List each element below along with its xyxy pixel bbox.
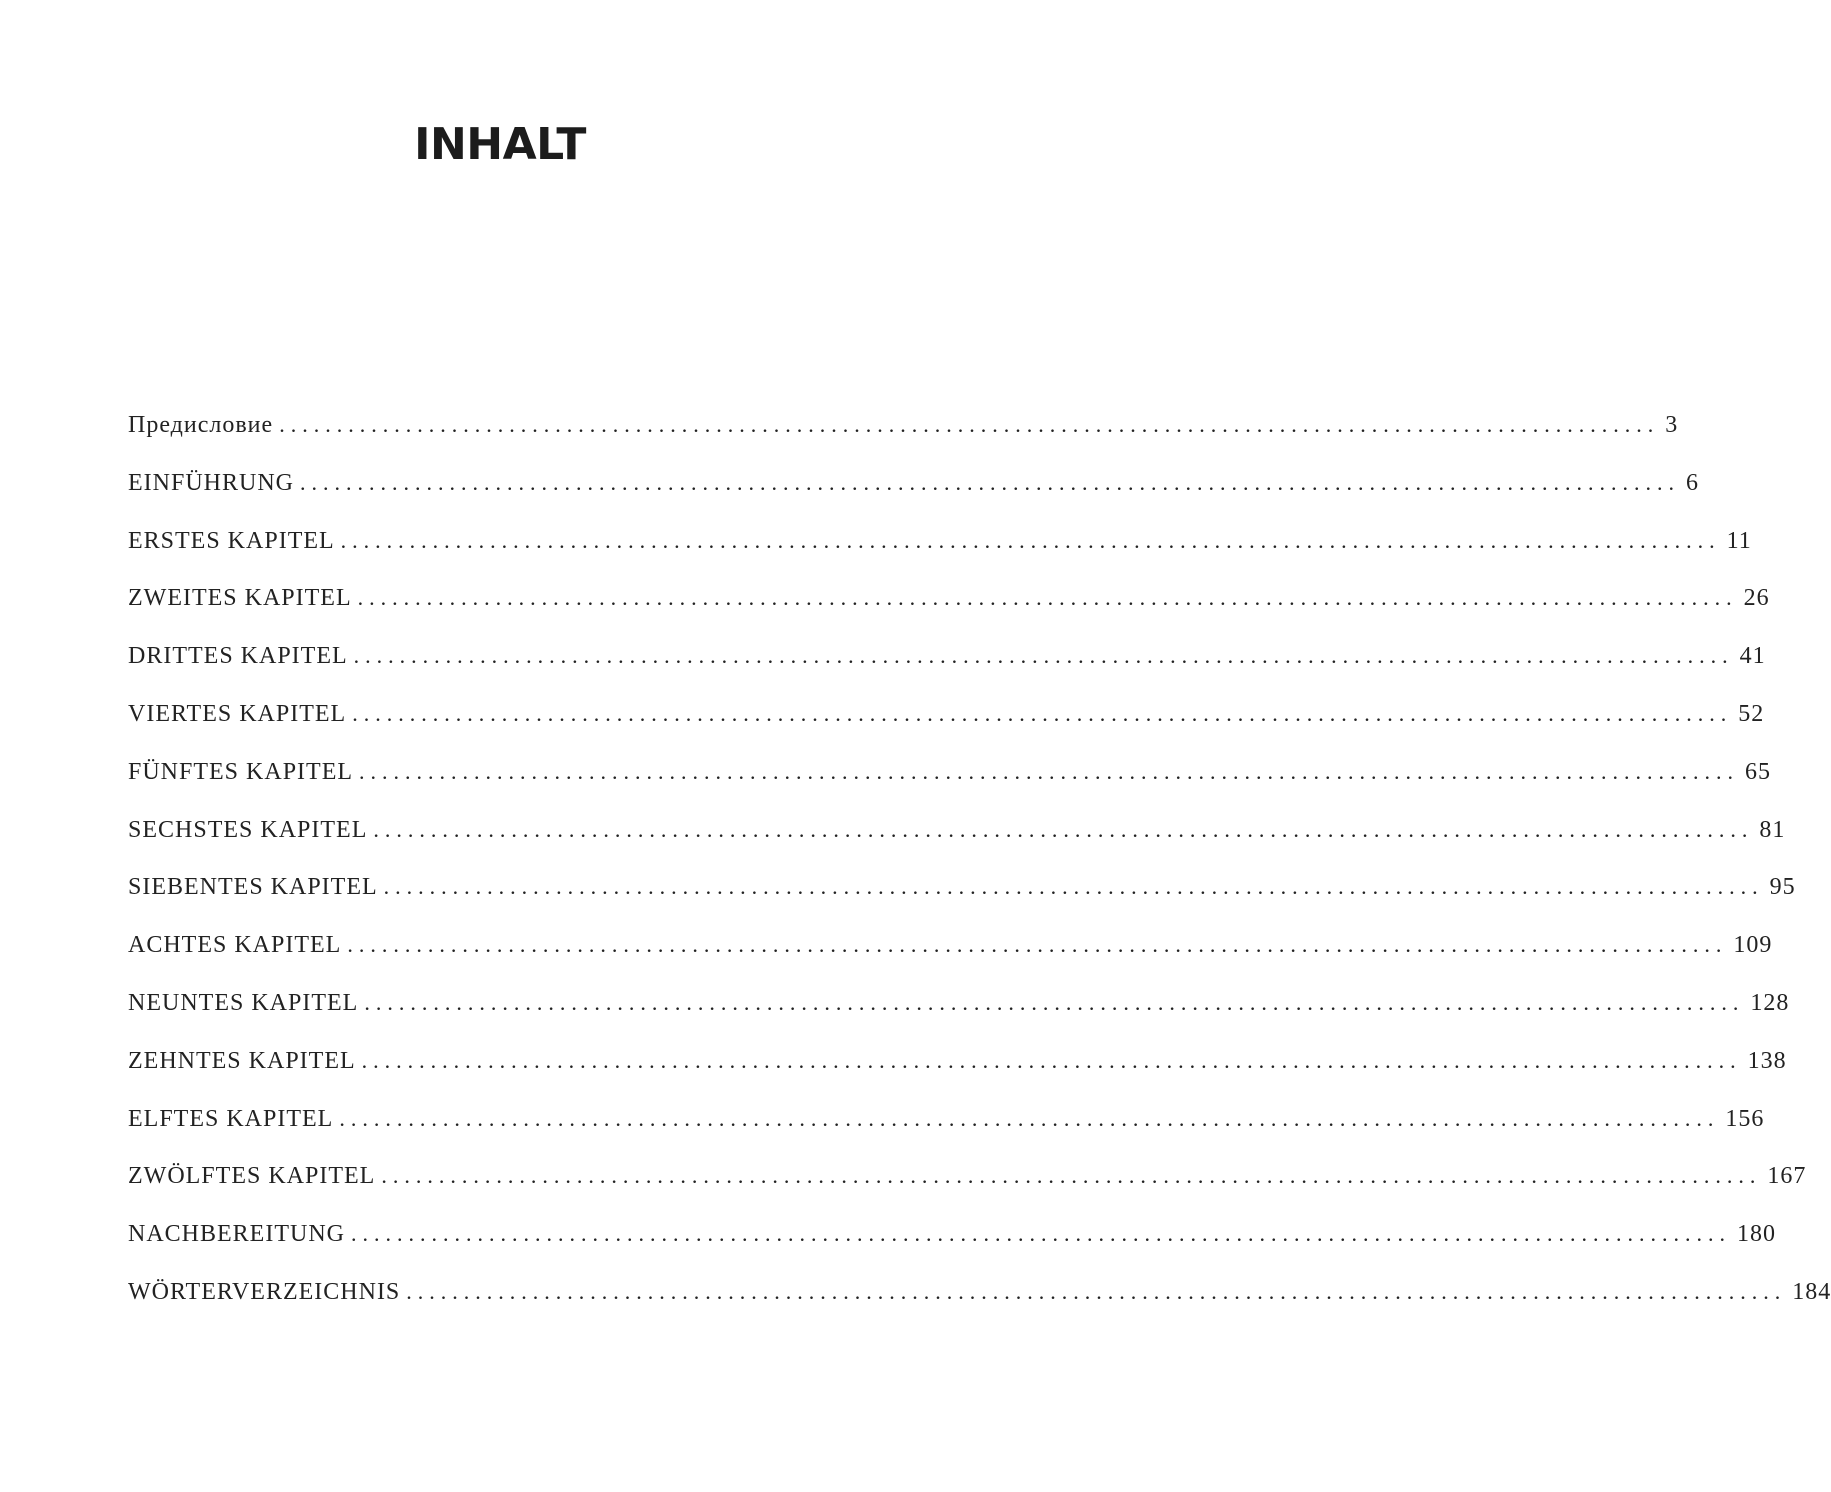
toc-entry-chapter-6[interactable] — [128, 805, 1786, 863]
toc-entry-chapter-7[interactable] — [128, 862, 1796, 920]
dot-leader: ........................................................................................................................ — [279, 412, 1660, 437]
toc-entry-foreword[interactable] — [128, 400, 1679, 458]
toc-entry-chapter-2[interactable] — [128, 573, 1770, 631]
toc-entry-label: ZEHNTES KAPITEL — [128, 1047, 356, 1074]
toc-entry-label: ELFTES KAPITEL — [128, 1105, 334, 1132]
toc-entry-page: 3 — [1665, 412, 1679, 438]
dot-leader: ........................................................................................................................ — [352, 700, 1733, 726]
toc-entry-page: 52 — [1738, 700, 1765, 727]
toc-entry-chapter-4[interactable] — [128, 689, 1765, 747]
toc-entry-chapter-11[interactable] — [128, 1094, 1765, 1152]
dot-leader: ........................................................................................................................ — [351, 1221, 1731, 1247]
dot-leader: ........................................................................................................................ — [357, 585, 1738, 611]
toc-entry-chapter-10[interactable] — [128, 1036, 1787, 1094]
dot-leader: ........................................................................................................................ — [359, 758, 1740, 784]
toc-entry-page: 65 — [1745, 758, 1772, 785]
toc-entry-chapter-1[interactable] — [128, 516, 1752, 574]
toc-entry-label: SIEBENTES KAPITEL — [128, 874, 378, 901]
toc-entry-chapter-5[interactable] — [128, 747, 1772, 805]
toc-entry-chapter-9[interactable] — [128, 978, 1790, 1036]
toc-entry-label: ACHTES KAPITEL — [128, 932, 342, 959]
toc-entry-page: 109 — [1733, 932, 1773, 959]
toc-entry-page: 11 — [1726, 527, 1752, 554]
toc-entry-chapter-8[interactable] — [128, 920, 1773, 978]
toc-entry-page: 81 — [1759, 816, 1786, 843]
page-title: INHALT — [414, 119, 586, 171]
toc-entry-page: 41 — [1739, 643, 1766, 670]
dot-leader: ........................................................................................................................ — [340, 527, 1721, 553]
dot-leader: ........................................................................................................................ — [339, 1105, 1720, 1131]
toc-entry-introduction[interactable] — [128, 458, 1699, 516]
dot-leader: ........................................................................................................................ — [383, 874, 1764, 900]
toc-entry-label: DRITTES KAPITEL — [128, 643, 348, 670]
dot-leader: ........................................................................................................................ — [347, 932, 1728, 958]
dot-leader: ........................................................................................................................ — [300, 469, 1680, 495]
toc-entry-page: 26 — [1743, 585, 1770, 612]
toc-entry-page: 167 — [1767, 1163, 1807, 1190]
toc-entry-label: NACHBEREITUNG — [128, 1221, 345, 1248]
table-of-contents — [128, 400, 1831, 1325]
toc-entry-label: FÜNFTES KAPITEL — [128, 758, 354, 785]
toc-entry-page: 156 — [1725, 1105, 1765, 1132]
toc-entry-page: 95 — [1769, 874, 1796, 901]
toc-entry-label: ZWÖLFTES KAPITEL — [128, 1163, 376, 1190]
dot-leader: ........................................................................................................................ — [361, 1047, 1742, 1073]
dot-leader: ........................................................................................................................ — [406, 1278, 1787, 1304]
toc-entry-page: 184 — [1792, 1278, 1831, 1305]
dot-leader: ........................................................................................................................ — [381, 1163, 1762, 1189]
toc-entry-chapter-3[interactable] — [128, 631, 1766, 689]
toc-entry-page: 6 — [1686, 469, 1699, 496]
toc-entry-label: EINFÜHRUNG — [128, 469, 294, 496]
toc-entry-label: ZWEITES KAPITEL — [128, 585, 352, 612]
toc-entry-page: 138 — [1747, 1047, 1787, 1074]
toc-entry-label: NEUNTES KAPITEL — [128, 989, 359, 1016]
toc-entry-label: WÖRTERVERZEICHNIS — [128, 1278, 401, 1305]
toc-entry-page: 128 — [1750, 989, 1790, 1016]
toc-entry-label: ERSTES KAPITEL — [128, 527, 335, 554]
toc-entry-chapter-12[interactable] — [128, 1151, 1807, 1209]
toc-entry-page: 180 — [1737, 1221, 1776, 1248]
toc-entry-glossary[interactable] — [128, 1267, 1831, 1325]
toc-entry-label: SECHSTES KAPITEL — [128, 816, 368, 843]
dot-leader: ........................................................................................................................ — [353, 643, 1734, 669]
toc-entry-label: Предисловие — [128, 412, 274, 438]
dot-leader: ........................................................................................................................ — [364, 989, 1745, 1015]
dot-leader: ........................................................................................................................ — [373, 816, 1754, 842]
toc-entry-review[interactable] — [128, 1209, 1776, 1267]
toc-entry-label: VIERTES KAPITEL — [128, 700, 347, 727]
